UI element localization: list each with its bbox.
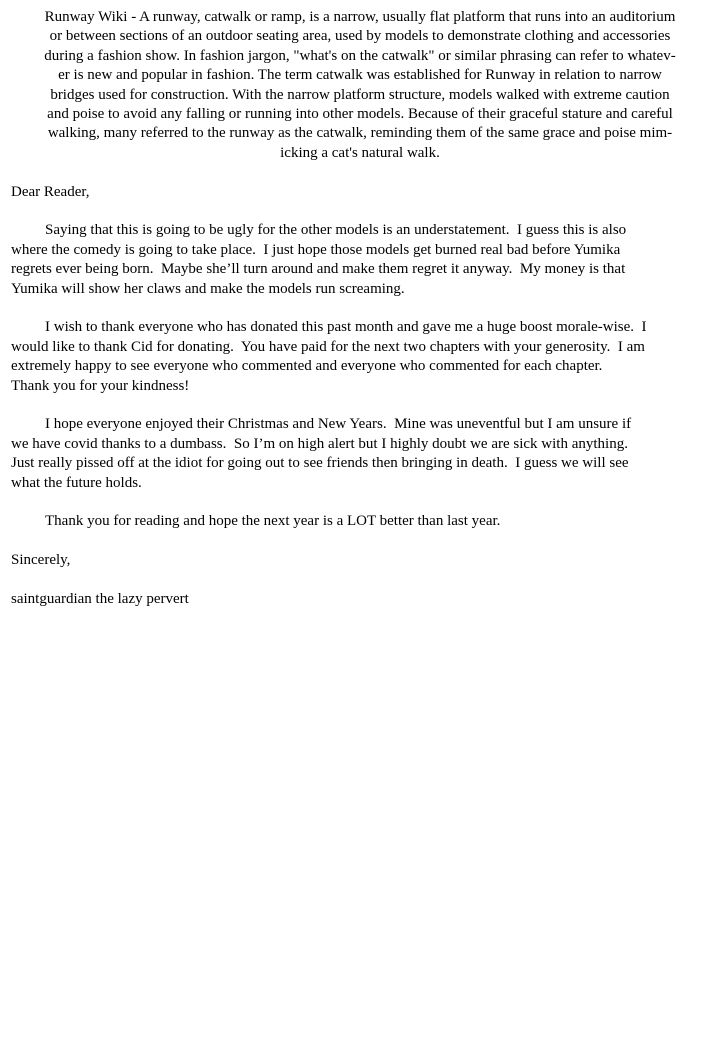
paragraph [11,318,709,396]
paragraph-line: what the future holds. [11,474,142,491]
paragraph-line: regrets ever being born. Maybe she’ll turn around and make them regret it anyway. My money is that [11,261,626,278]
intro-line: and poise to avoid any falling or running into other models. Because of their graceful stature and careful [47,106,673,123]
paragraph [11,512,709,531]
signature [11,590,709,609]
intro-line: icking a cat's natural walk. [280,144,440,161]
intro-line: er is new and popular in fashion. The term catwalk was established for Runway in relation to narrow [58,67,662,84]
paragraph-line: Thank you for your kindness! [11,377,190,394]
paragraph-line: would like to thank Cid for donating. You have paid for the next two chapters with your generosity. I am [11,338,645,355]
intro-paragraph [11,8,709,163]
paragraph-line: Saying that this is going to be ugly for the other models is an understatement. I guess this is also [45,222,627,239]
paragraph-line: Just really pissed off at the idiot for going out to see friends then bringing in death. I guess we will see [11,455,629,472]
paragraph-line: where the comedy is going to take place. I just hope those models get burned real bad before Yumika [11,241,621,258]
paragraph-line: Yumika will show her claws and make the models run screaming. [11,280,405,297]
paragraph-line: I wish to thank everyone who has donated this past month and gave me a huge boost morale-wise. I [45,319,647,336]
closing [11,551,709,570]
paragraph-line: we have covid thanks to a dumbass. So I’m on high alert but I highly doubt we are sick with anything. [11,435,628,452]
salutation-line: Dear Reader, [11,183,90,200]
paragraph [11,415,709,493]
closing-line: Sincerely, [11,552,71,569]
paragraph-line: I hope everyone enjoyed their Christmas and New Years. Mine was uneventful but I am unsure if [45,416,632,433]
intro-line: or between sections of an outdoor seating area, used by models to demonstrate clothing and accessories [49,28,671,45]
salutation [11,183,709,202]
intro-line: bridges used for construction. With the narrow platform structure, models walked with extreme caution [50,86,670,103]
intro-line: Runway Wiki - A runway, catwalk or ramp, is a narrow, usually flat platform that runs into an auditorium [44,9,676,25]
paragraph-line: Thank you for reading and hope the next year is a LOT better than last year. [45,513,501,530]
intro-line: walking, many referred to the runway as the catwalk, reminding them of the same grace and poise mim- [47,125,673,142]
intro-line: during a fashion show. In fashion jargon, "what's on the catwalk" or similar phrasing can refer to whatev- [44,47,676,64]
signature-line: saintguardian the lazy pervert [11,591,189,608]
paragraph [11,221,709,299]
paragraph-line: extremely happy to see everyone who commented and everyone who commented for each chapter. [11,358,603,375]
